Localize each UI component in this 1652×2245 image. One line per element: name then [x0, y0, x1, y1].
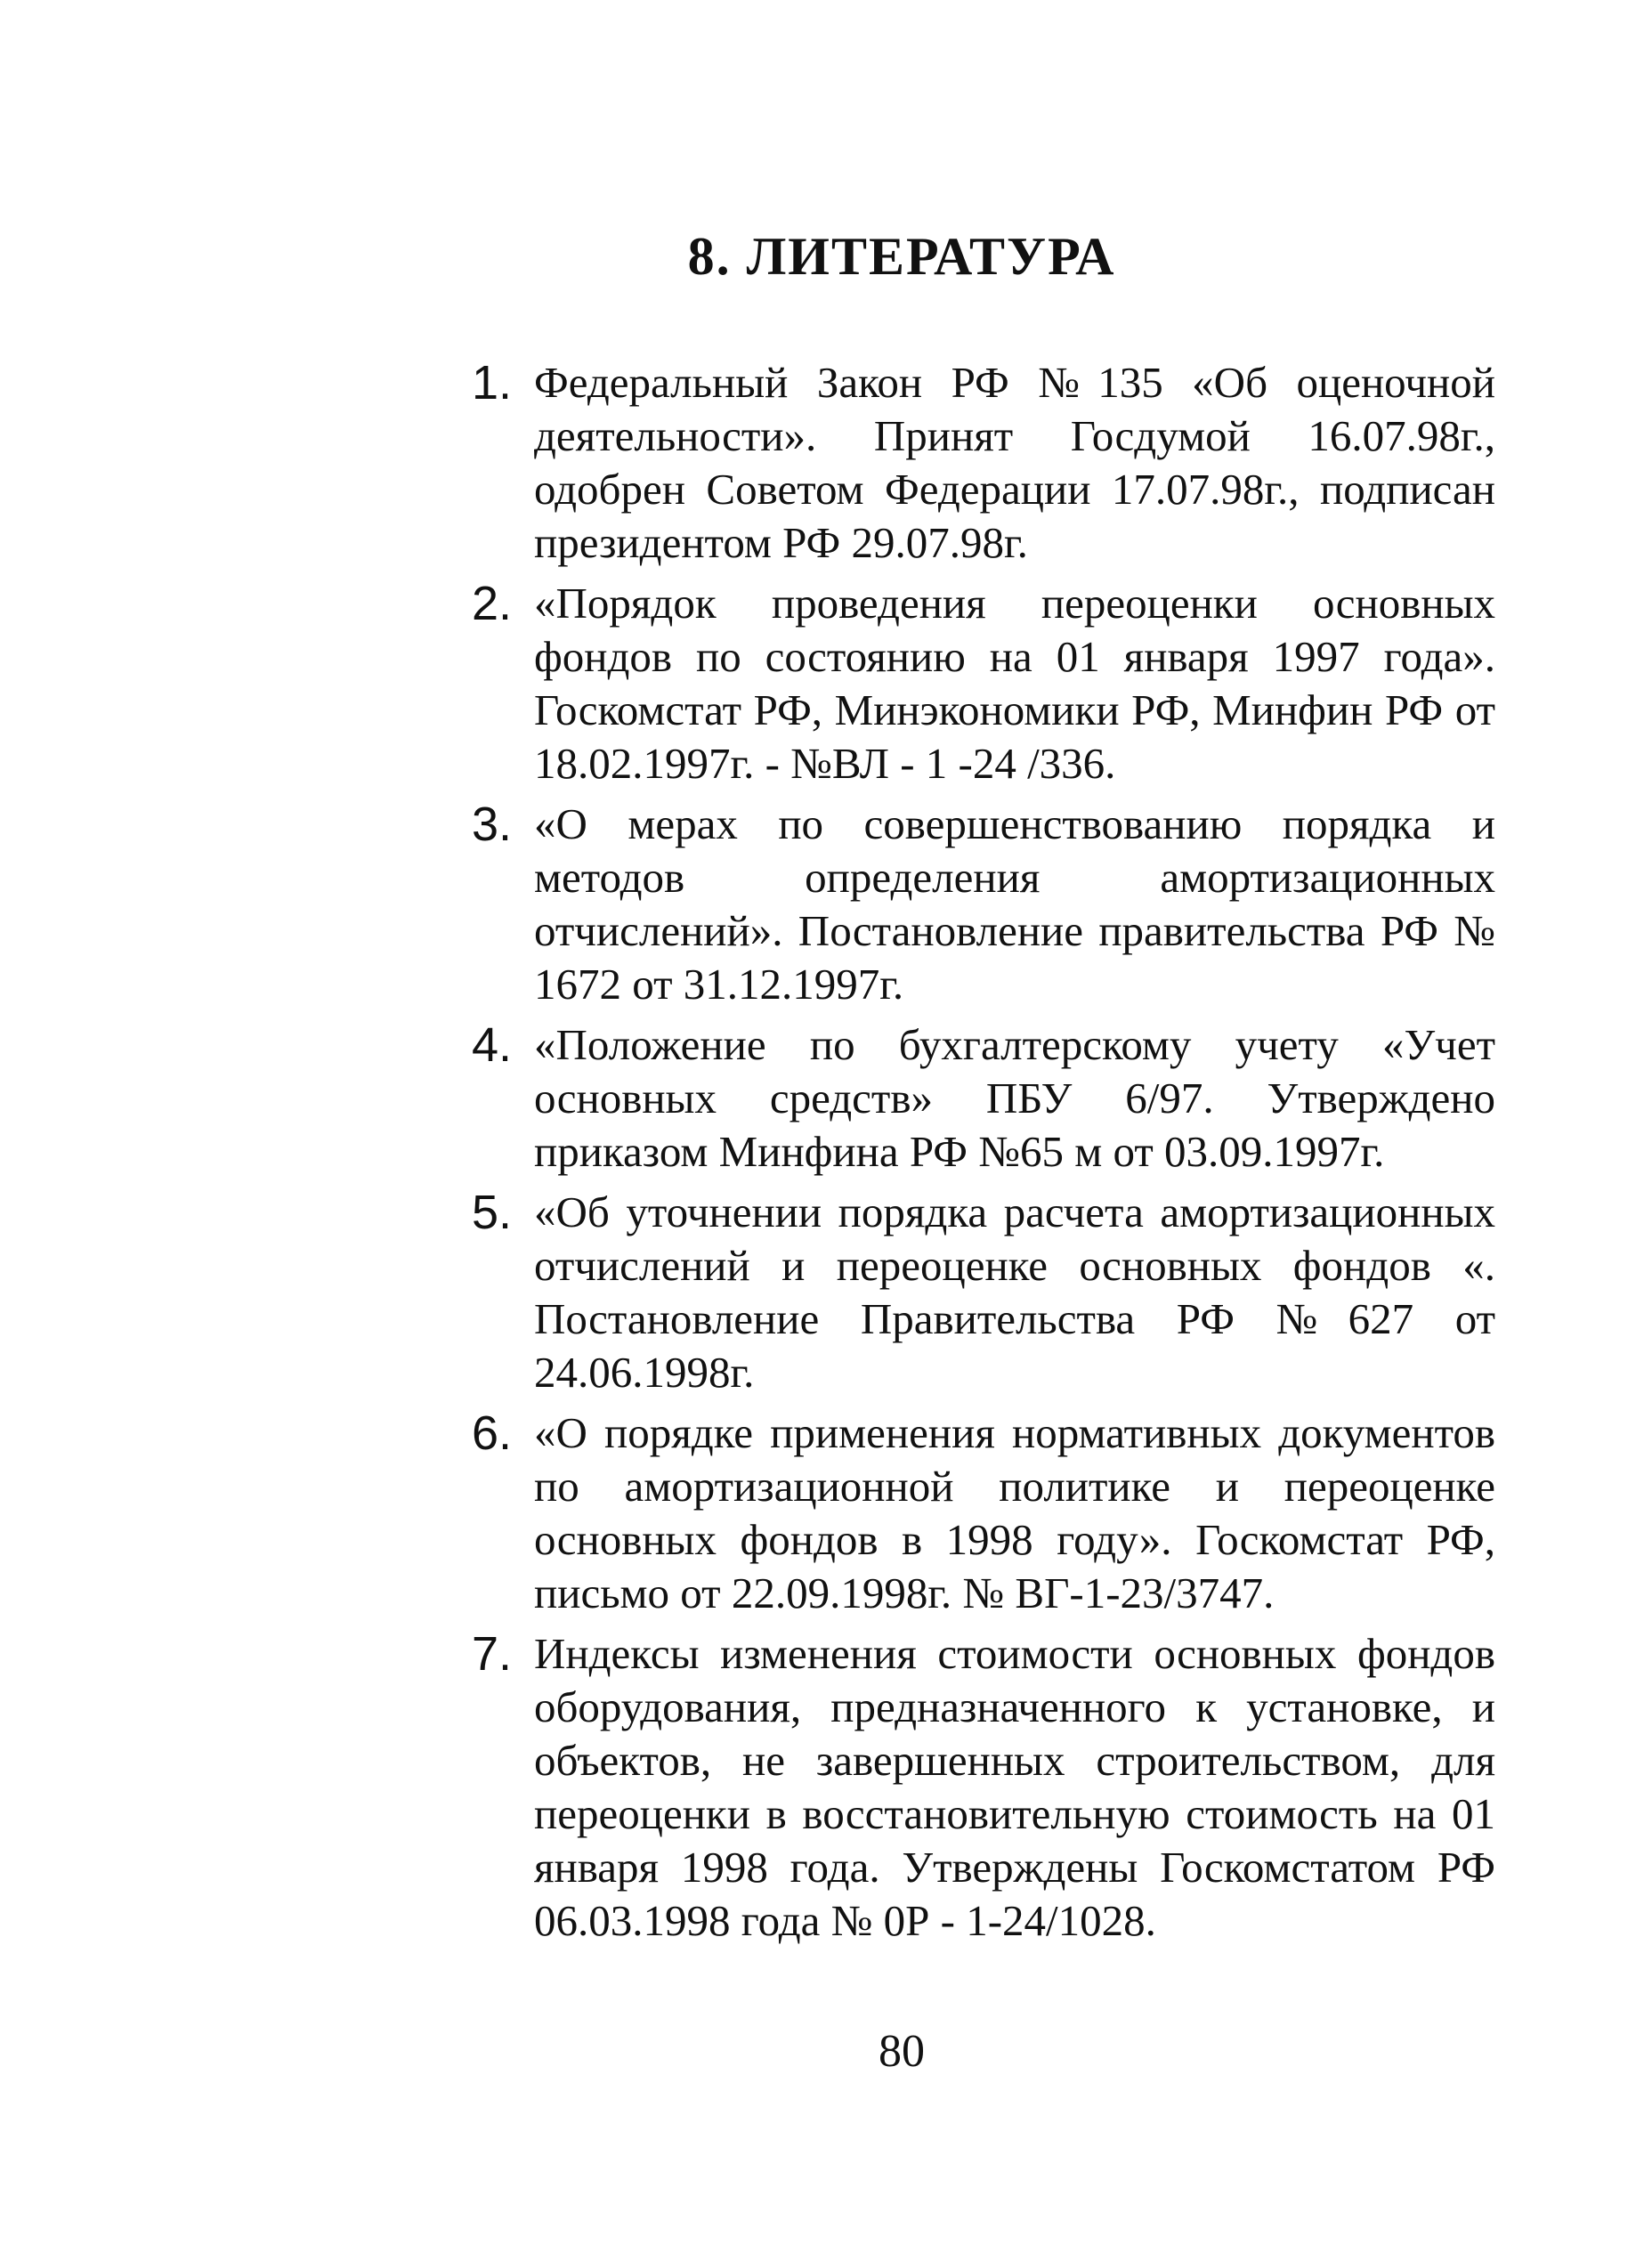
reference-number: 2. [472, 577, 513, 630]
reference-item [472, 798, 1495, 1011]
reference-text: «Положение по бухгалтерскому учету «Учет основных средств» ПБУ 6/97. Утверждено приказом Минфина РФ №65 м от 03.09.1997г. [534, 1020, 1495, 1176]
reference-number: 4. [472, 1018, 513, 1072]
reference-number: 3. [472, 798, 513, 851]
page-title: 8. ЛИТЕРАТУРА [687, 227, 1116, 286]
reference-number: 1. [472, 356, 513, 409]
reference-item [472, 577, 1495, 790]
reference-item [472, 1018, 1495, 1179]
reference-text: «Об уточнении порядка расчета амортизационных отчислений и переоценке основных фондов «. Постановление Правительства РФ №627 от 24.06.1998г. [534, 1187, 1495, 1397]
reference-number: 5. [472, 1186, 513, 1239]
reference-item [472, 356, 1495, 570]
reference-text: «Порядок проведения переоценки основных фондов по состоянию на 01 января 1997 года». Госкомстат РФ, Минэкономики РФ, Минфин РФ от 18.02.1997г. - №ВЛ - 1 -24 /336. [534, 579, 1495, 788]
reference-list [472, 356, 1495, 1948]
reference-text: «О порядке применения нормативных документов по амортизационной политике и переоценке основных фондов в 1998 году». Госкомстат РФ, письмо от 22.09.1998г. № ВГ-1-23/3747. [534, 1408, 1495, 1617]
reference-number: 7. [472, 1627, 513, 1681]
page-number: 80 [879, 2026, 925, 2077]
reference-text: Индексы изменения стоимости основных фондов оборудования, предназначенного к установке, и объектов, не завершенных строительством, для переоценки в восстановительную стоимость на 01 января 1998 года. Утверждены Госкомстатом РФ 06.03.1998 года № 0Р - 1-24/1028. [534, 1629, 1495, 1945]
reference-number: 6. [472, 1406, 513, 1460]
reference-text: «О мерах по совершенствованию порядка и методов определения амортизационных отчислений». Постановление правительства РФ № 1672 от 31.12.1997г. [534, 799, 1495, 1009]
reference-item [472, 1627, 1495, 1948]
reference-item [472, 1186, 1495, 1399]
reference-text: Федеральный Закон РФ №135 «Об оценочной деятельности». Принят Госдумой 16.07.98г., одобрен Советом Федерации 17.07.98г., подписан президентом РФ 29.07.98г. [534, 358, 1495, 567]
reference-item [472, 1406, 1495, 1620]
